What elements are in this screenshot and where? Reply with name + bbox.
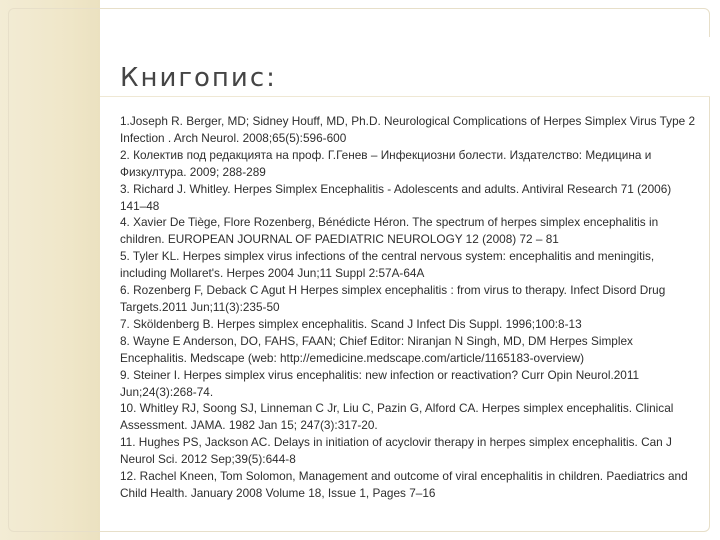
- reference-item: 3. Richard J. Whitley. Herpes Simplex Encephalitis - Adolescents and adults. Antiviral Research 71 (2006) 141–48: [120, 181, 672, 213]
- reference-item: 7. Sköldenberg B. Herpes simplex encephalitis. Scand J Infect Dis Suppl. 1996;100:8-13: [120, 316, 582, 331]
- reference-item: 10. Whitley RJ, Soong SJ, Linneman C Jr, Liu C, Pazin G, Alford CA. Herpes simplex encephalitis. Clinical Assessment. JAMA. 1982 Jan 15; 247(3):317-20.: [120, 401, 674, 433]
- reference-list: [120, 113, 700, 502]
- reference-item: 2. Колектив под редакцията на проф. Г.Генев – Инфекциозни болести. Издателство: Медицина и Физкултура. 2009; 288-289: [120, 147, 652, 179]
- reference-item: 9. Steiner I. Herpes simplex virus encephalitis: new infection or reactivation? Curr Opin Neurol.2011 Jun;24(3):268-74.: [120, 367, 640, 399]
- reference-item: 12. Rachel Kneen, Tom Solomon, Management and outcome of viral encephalitis in children. Paediatrics and Child Health. January 2008 Volume 18, Issue 1, Pages 7–16: [120, 469, 688, 500]
- reference-item: 4. Xavier De Tiège, Flore Rozenberg, Bénédicte Héron. The spectrum of herpes simplex encephalitis in children. EUROPEAN JOURNAL OF PAEDIATRIC NEUROLOGY 12 (2008) 72 – 81: [120, 215, 659, 247]
- reference-item: 8. Wayne E Anderson, DO, FAHS, FAAN; Chief Editor: Niranjan N Singh, MD, DM Herpes Simplex Encephalitis. Medscape (web: http://emedicine.medscape.com/article/1165183-overview): [120, 333, 633, 365]
- reference-item: 5. Tyler KL. Herpes simplex virus infections of the central nervous system: encephalitis and meningitis, including Mollaret's. Herpes 2004 Jun;11 Suppl 2:57A-64A: [120, 249, 655, 281]
- reference-item: 6. Rozenberg F, Deback C Agut H Herpes simplex encephalitis : from virus to therapy. Infect Disord Drug Targets.2011 Jun;11(3):235-50: [120, 283, 666, 314]
- reference-item: 11. Hughes PS, Jackson AC. Delays in initiation of acyclovir therapy in herpes simplex encephalitis. Can J Neurol Sci. 2012 Sep;39(5):644-8: [120, 435, 672, 467]
- page-title: Книгопис:: [120, 63, 277, 94]
- reference-item: 1.Joseph R. Berger, MD; Sidney Houff, MD, Ph.D. Neurological Complications of Herpes Simplex Virus Type 2 Infection . Arch Neurol. 2008;65(5):596-600: [120, 114, 696, 145]
- title-divider: [100, 96, 710, 97]
